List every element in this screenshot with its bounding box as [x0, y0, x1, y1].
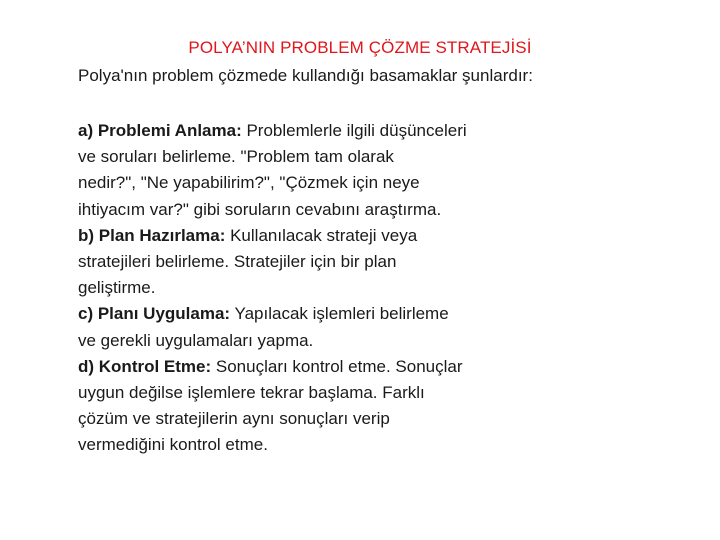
- step-b-line-2: stratejileri belirleme. Stratejiler için bir plan: [78, 252, 397, 272]
- step-d-line-2: uygun değilse işlemlere tekrar başlama. Farklı: [78, 383, 425, 403]
- step-c-text-1: Yapılacak işlemleri belirleme: [230, 304, 449, 324]
- step-d: [78, 354, 548, 459]
- step-a-line-4: ihtiyacım var?" gibi soruların cevabını araştırma.: [78, 199, 442, 219]
- step-b-line-3: geliştirme.: [78, 278, 156, 298]
- step-b-text-1: Kullanılacak strateji veya: [225, 225, 418, 245]
- step-c-line-2: ve gerekli uygulamaları yapma.: [78, 330, 314, 350]
- step-a-line-2: ve soruları belirleme. "Problem tam olarak: [78, 147, 394, 167]
- step-b-label: b) Plan Hazırlama:: [78, 225, 226, 245]
- step-d-text-1: Sonuçları kontrol etme. Sonuçlar: [211, 356, 463, 376]
- step-a-line-3: nedir?", "Ne yapabilirim?", "Çözmek için neye: [78, 173, 420, 193]
- step-d-line-3: çözüm ve stratejilerin aynı sonuçları verip: [78, 409, 390, 429]
- step-c-line-1: [78, 301, 548, 327]
- step-a: [78, 118, 548, 223]
- step-b-line-1: [78, 223, 548, 249]
- step-a-label: a) Problemi Anlama:: [78, 121, 242, 140]
- step-d-line-4: vermediğini kontrol etme.: [78, 435, 268, 455]
- intro-text: Polya'nın problem çözmede kullandığı basamaklar şunlardır:: [78, 66, 533, 85]
- step-c-label: c) Planı Uygulama:: [78, 304, 231, 324]
- steps-list: [78, 118, 548, 459]
- slide-title: POLYA’NIN PROBLEM ÇÖZME STRATEJİSİ: [188, 38, 532, 57]
- step-d-label: d) Kontrol Etme:: [78, 356, 212, 376]
- step-b: [78, 223, 548, 302]
- step-d-line-1: [78, 354, 548, 380]
- step-a-text-1: Problemlerle ilgili düşünceleri: [241, 121, 467, 140]
- step-a-line-1: [78, 118, 548, 144]
- step-c: [78, 301, 548, 353]
